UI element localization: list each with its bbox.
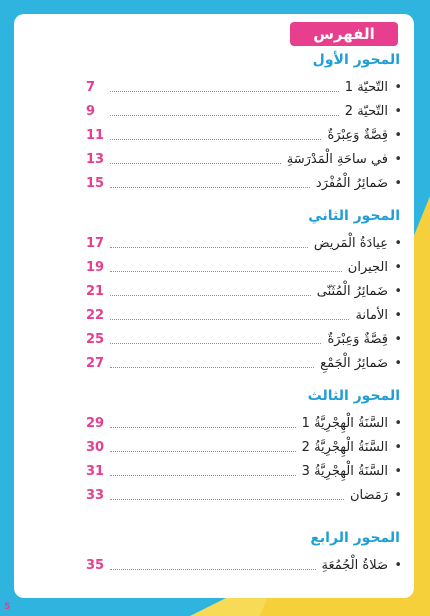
dotted-leader [110,499,344,500]
dotted-leader [110,451,296,452]
toc-entry-page: 33 [86,488,105,503]
toc-entry-page: 22 [86,308,105,323]
toc-entry-label: قِصَّةٌ وَعِبْرَةٌ [327,332,388,347]
dotted-leader [110,139,321,140]
bullet-icon: • [394,236,402,251]
toc-entry-page: 7 [86,80,96,95]
dotted-leader [110,367,314,368]
index-title: الفهرس [290,22,398,46]
toc-entry[interactable] [14,486,414,506]
toc-entry-label: قِصَّةٌ وَعِبْرَةٌ [327,128,388,143]
bullet-icon: • [394,308,402,323]
toc-entry[interactable] [14,102,414,122]
toc-entry-label: السَّنَةُ الْهِجْرِيَّةُ 2 [301,440,388,455]
toc-entry-label: التّحيّة 1 [344,80,388,95]
toc-entry-label: صَلاةُ الْجُمُعَةِ [321,558,388,573]
toc-entry[interactable] [14,306,414,326]
bullet-icon: • [394,464,402,479]
toc-entry[interactable] [14,354,414,374]
toc-entry-label: عِيادَةُ الْمَريض [313,236,388,251]
toc-entry-label: ضَمائِرُ الْمُثَنّى [316,284,388,299]
toc-entry[interactable] [14,258,414,278]
bullet-icon: • [394,176,402,191]
toc-entry[interactable] [14,438,414,458]
dotted-leader [110,475,296,476]
dotted-leader [110,115,339,116]
bullet-icon: • [394,260,402,275]
toc-entry-label: الجيران [347,260,388,275]
toc-entry-page: 11 [86,128,105,143]
index-card [14,14,414,598]
dotted-leader [110,343,321,344]
toc-entry-page: 29 [86,416,105,431]
dotted-leader [110,427,296,428]
section-title: المحور الأول [312,52,400,68]
bullet-icon: • [394,284,402,299]
dotted-leader [110,569,316,570]
toc-entry-page: 15 [86,176,105,191]
bullet-icon: • [394,416,402,431]
toc-entry-page: 13 [86,152,105,167]
dotted-leader [110,91,339,92]
toc-entry[interactable] [14,150,414,170]
toc-entry[interactable] [14,234,414,254]
bullet-icon: • [394,332,402,347]
toc-entry[interactable] [14,556,414,576]
toc-entry-page: 31 [86,464,105,479]
dotted-leader [110,163,281,164]
bullet-icon: • [394,488,402,503]
section-title: المحور الثاني [308,208,400,224]
toc-entry[interactable] [14,414,414,434]
toc-entry-page: 30 [86,440,105,455]
toc-entry-page: 9 [86,104,96,119]
toc-entry-page: 19 [86,260,105,275]
toc-entry[interactable] [14,126,414,146]
toc-entry-page: 35 [86,558,105,573]
section-title: المحور الرابع [310,530,400,546]
dotted-leader [110,295,311,296]
toc-entry-label: في ساحَةِ الْمَدْرَسَةِ [286,152,388,167]
dotted-leader [110,271,342,272]
dotted-leader [110,247,308,248]
dotted-leader [110,319,349,320]
toc-entry-label: السَّنَةُ الْهِجْرِيَّةُ 1 [301,416,388,431]
toc-entry-page: 21 [86,284,105,299]
bullet-icon: • [394,558,402,573]
toc-entry-label: السَّنَةُ الْهِجْرِيَّةُ 3 [301,464,388,479]
toc-entry[interactable] [14,78,414,98]
toc-entry-label: ضَمائِرُ الْجَمْعِ [320,356,388,371]
bullet-icon: • [394,128,402,143]
toc-entry[interactable] [14,174,414,194]
toc-entry-label: ضَمائِرُ الْمُفْرَد [315,176,388,191]
bullet-icon: • [394,152,402,167]
bullet-icon: • [394,440,402,455]
toc-entry[interactable] [14,330,414,350]
dotted-leader [110,187,310,188]
toc-entry-label: الأمانة [355,308,388,323]
bullet-icon: • [394,104,402,119]
toc-entry-page: 25 [86,332,105,347]
toc-entry-page: 27 [86,356,105,371]
bullet-icon: • [394,80,402,95]
bullet-icon: • [394,356,402,371]
section-title: المحور الثالث [307,388,400,404]
toc-entry[interactable] [14,282,414,302]
toc-entry-label: رَمَضان [349,488,388,503]
toc-entry-page: 17 [86,236,105,251]
page-number: 5 [4,602,11,612]
toc-entry-label: التّحيّة 2 [344,104,388,119]
toc-entry[interactable] [14,462,414,482]
